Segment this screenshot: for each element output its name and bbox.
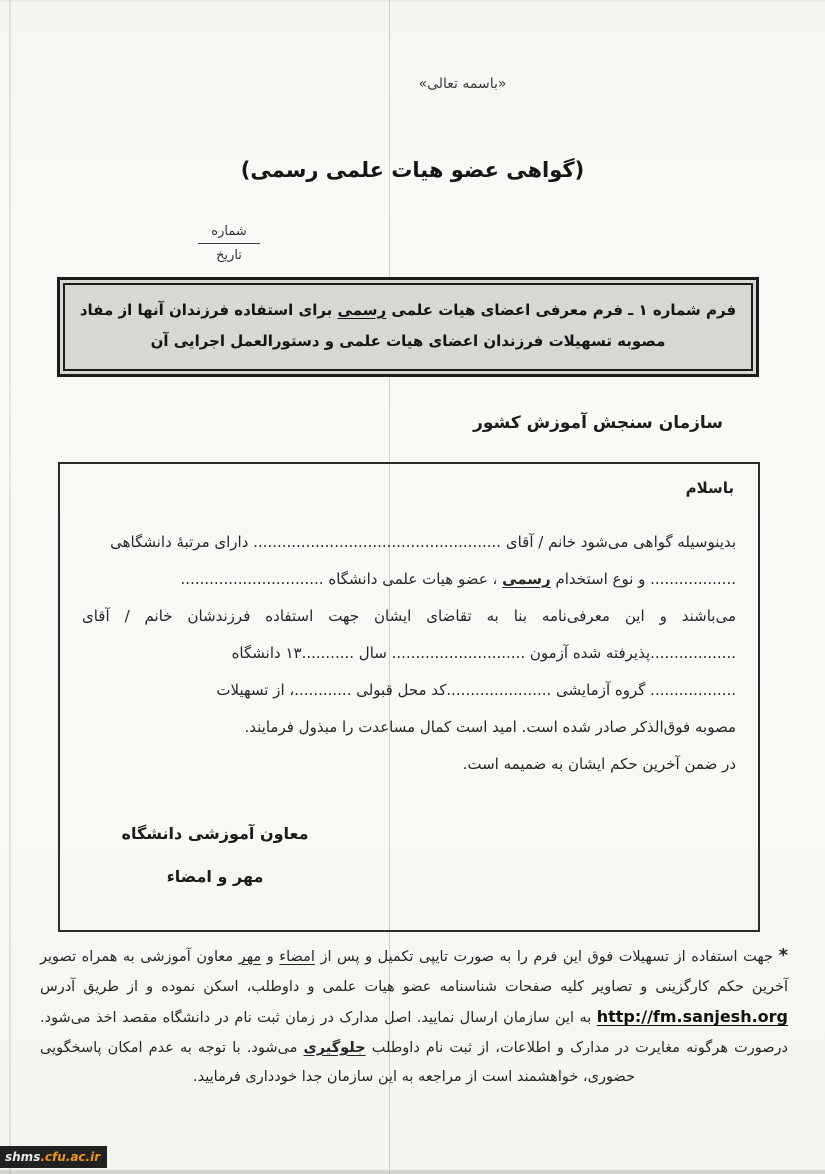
- asterisk-marker: *: [778, 945, 788, 966]
- salutation: باسلام: [685, 479, 734, 497]
- signatory-title: معاون آموزشی دانشگاه: [121, 824, 309, 843]
- letter-line-5: .................. گروه آزمایشی ......................کد محل قبولی ............، از تسهیلات: [216, 681, 736, 699]
- employment-type-underlined: رسمی: [502, 570, 551, 588]
- footnote-text-5: می‌شود. با توجه به عدم امکان پاسخگویی حضوری، خواهشمند است از مراجعه به این سازمان جدا خودداری فرمایید.: [40, 1039, 635, 1085]
- watermark-domain: .cfu.ac.ir: [40, 1150, 101, 1164]
- footnote-text-3: معاون آموزشی به همراه تصویر آخرین حکم کارگزینی و تصاویر کلیه صفحات شناسنامه عضو هیات علمی و داوطلب، اسکن نموده و از طریق آدرس: [40, 949, 788, 995]
- stamp-word-underlined: مهر: [238, 949, 262, 965]
- form-title-line1-underlined: رسمی: [337, 301, 387, 319]
- bismillah-header: «باسمه تعالی»: [418, 76, 507, 92]
- form-title-line1: [79, 295, 737, 326]
- signature-block: [112, 824, 318, 886]
- stamp-and-signature-label: مهر و امضاء: [166, 867, 264, 886]
- letter-line-3: می‌باشند و این معرفی‌نامه بنا به تقاضای ایشان جهت استفاده فرزندشان خانم / آقای: [82, 607, 736, 625]
- sanjesh-url: http://fm.sanjesh.org: [596, 1007, 788, 1026]
- prevention-word-underlined: جلوگیری: [303, 1039, 366, 1056]
- letter-body: [60, 524, 758, 783]
- letter-line-7: در ضمن آخرین حکم ایشان به ضمیمه است.: [462, 755, 736, 773]
- scan-bottom-edge: [0, 1170, 825, 1174]
- watermark-badge: [0, 1146, 107, 1168]
- document-title: (گواهی عضو هیات علمی رسمی): [240, 158, 585, 182]
- letter-line-2-c: ، عضو هیات علمی دانشگاه ..............................: [180, 570, 503, 588]
- letter-line-2: [82, 561, 736, 598]
- form-title-line1-c: برای استفاده فرزندان آنها از مفاد: [79, 301, 338, 319]
- watermark-site: shms: [5, 1150, 41, 1164]
- form-title-line1-a: فرم شماره ۱ ـ فرم معرفی اعضای هیات علمی: [386, 301, 737, 319]
- date-label: تاریخ: [216, 248, 242, 263]
- recipient-organization: سازمان سنجش آموزش کشور: [473, 413, 723, 433]
- letter-line-1: بدینوسیله گواهی می‌شود خانم / آقای .................................................... دارای مرتبۀ دانشگاهی: [110, 533, 736, 551]
- footnote-text-2: و: [261, 949, 280, 965]
- instructions-footnote: [40, 941, 788, 1093]
- letter-line-6: مصوبه فوق‌الذکر صادر شده است. امید است کمال مساعدت را مبذول فرمایند.: [244, 718, 736, 736]
- number-date-block: [198, 224, 260, 263]
- form-title-text: [63, 283, 753, 371]
- form-title-box: [57, 277, 759, 377]
- letter-box: [58, 462, 760, 932]
- form-title-line2: مصوبه تسهیلات فرزندان اعضای هیات علمی و دستورالعمل اجرایی آن: [150, 332, 666, 350]
- scan-top-edge: [0, 0, 825, 2]
- number-label: شماره: [198, 224, 260, 244]
- letter-line-4: ..................پذیرفته شده آزمون ............................ سال ...........۱۳ دانشگاه: [231, 644, 736, 662]
- letter-line-2-a: .................. و نوع استخدام: [550, 570, 736, 588]
- footnote-text-4: به این سازمان ارسال نمایید. اصل مدارک در زمان ثبت نام در دانشگاه مقصد اخذ می‌شود. درصورت هرگونه مغایرت در مدارک و اطلاعات، از ثبت نام داوطلب: [40, 1010, 788, 1056]
- signature-word-underlined: امضاء: [279, 949, 315, 965]
- footnote-text-1: جهت استفاده از تسهیلات فوق این فرم را به صورت تایپی تکمیل و پس از: [314, 949, 779, 965]
